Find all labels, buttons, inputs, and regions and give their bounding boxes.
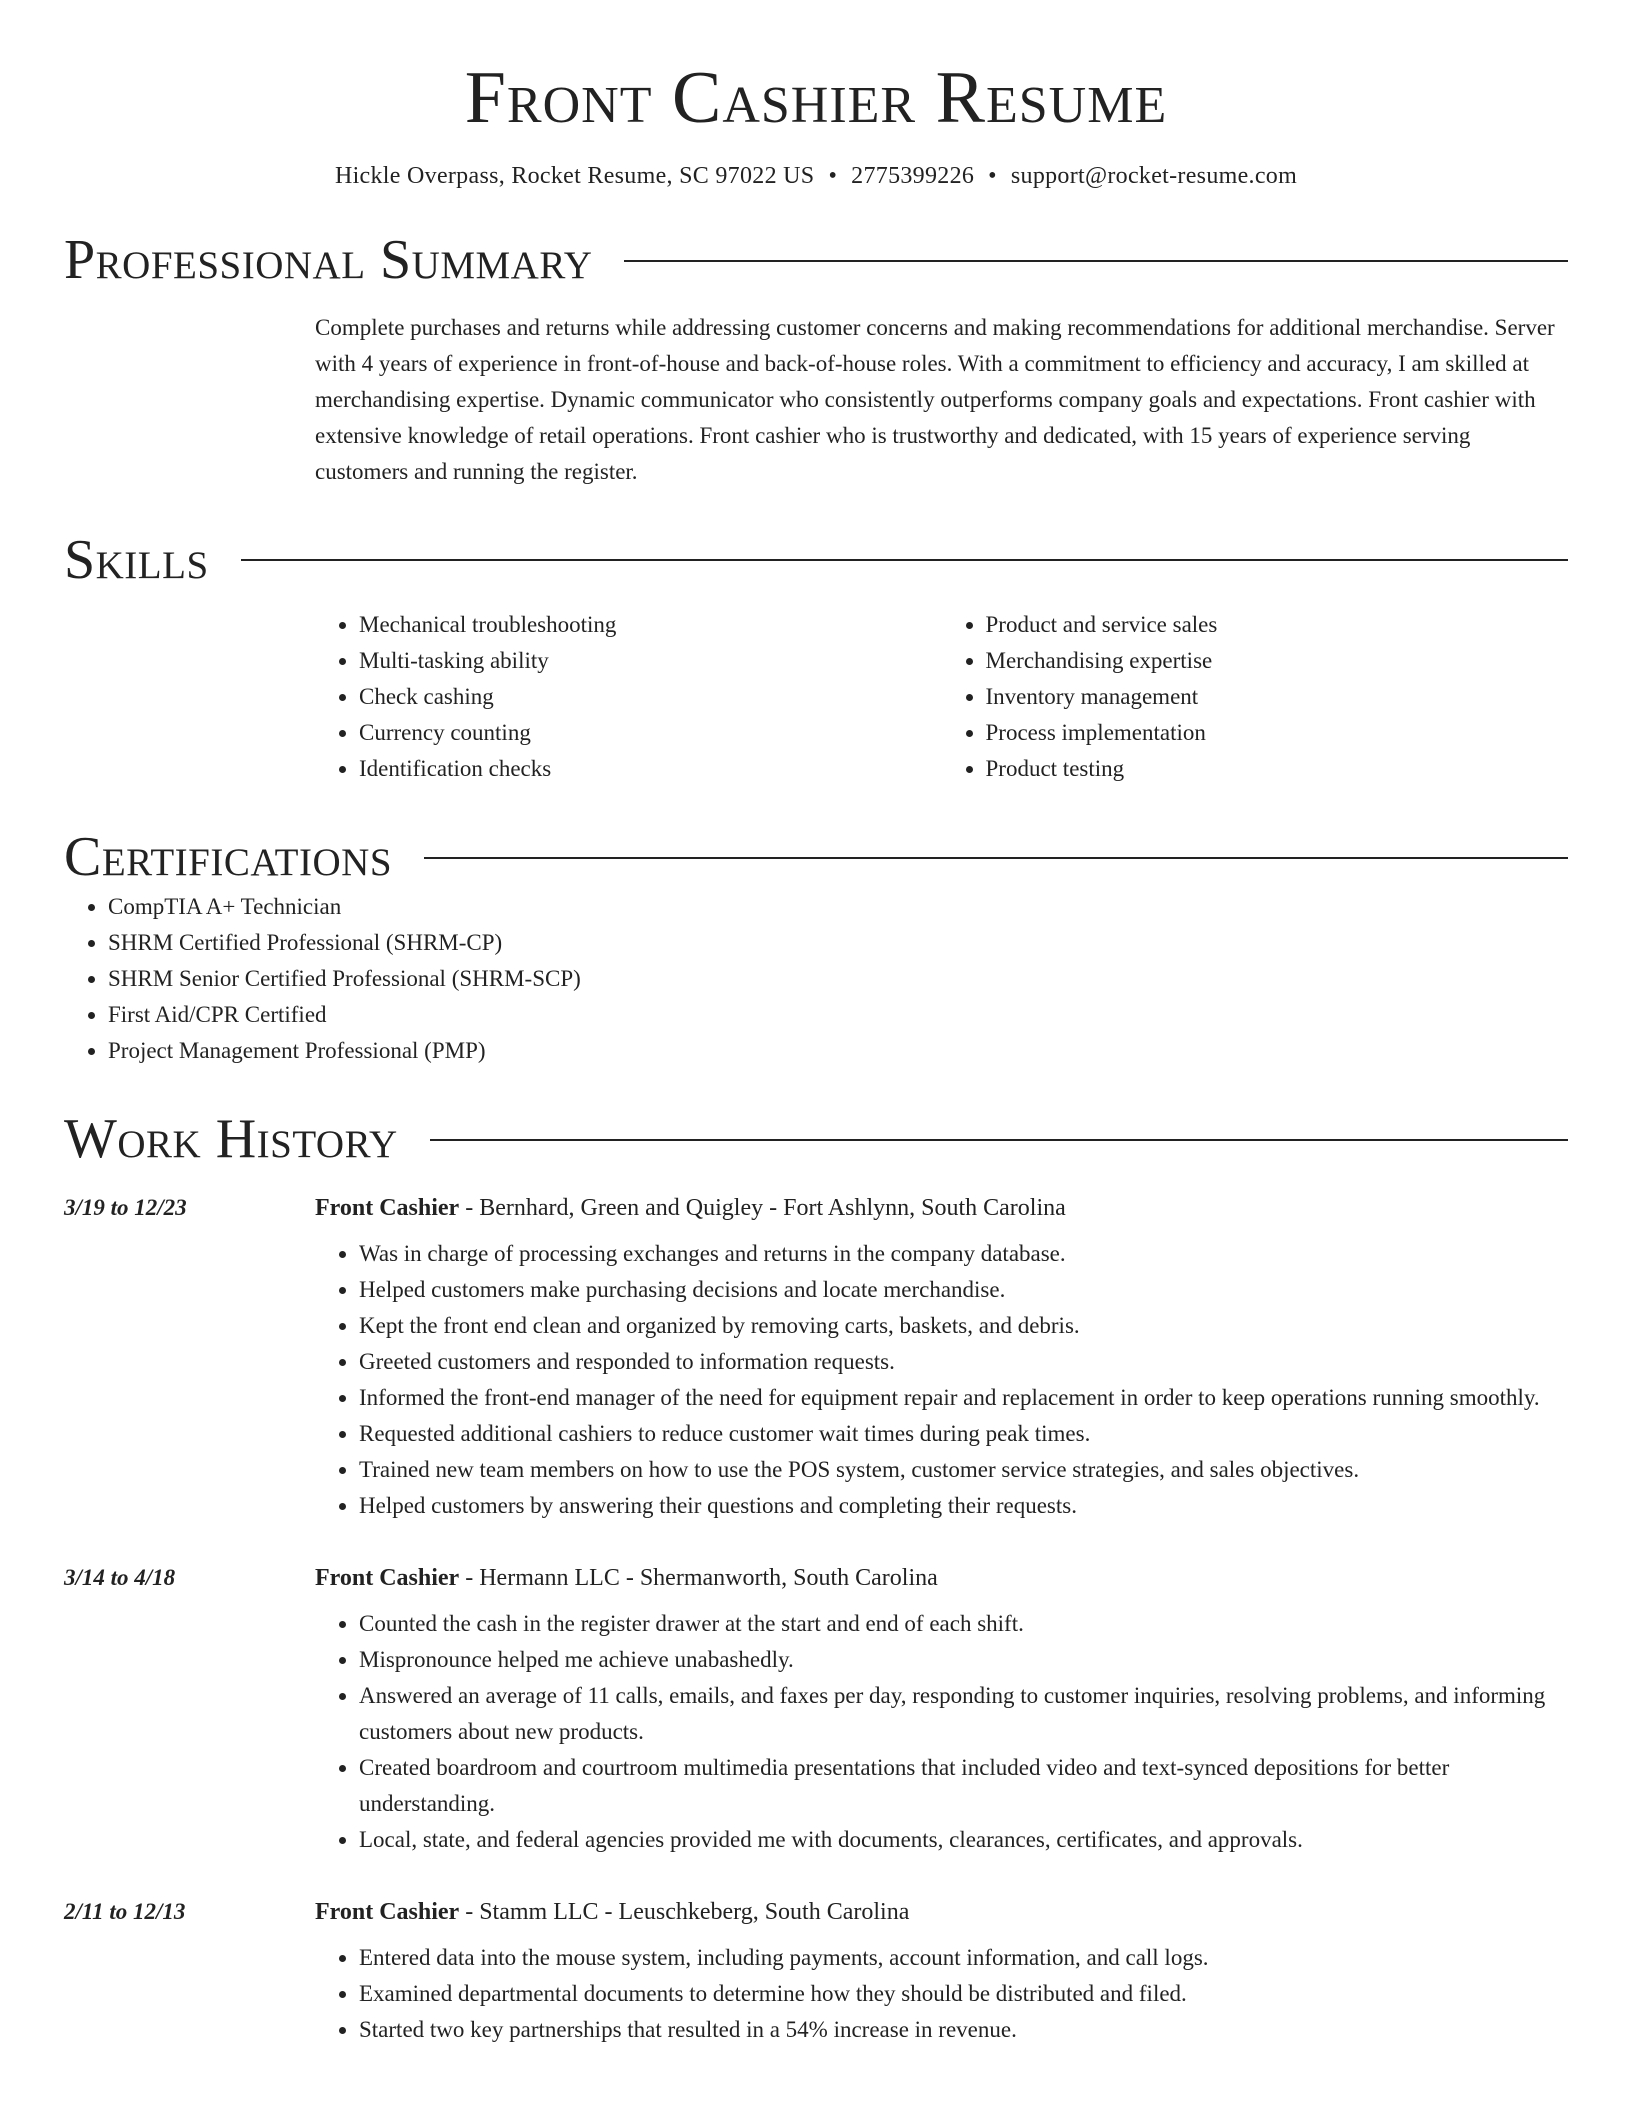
job-bullet: • Started two key partnerships that resulted in a 54% increase in revenue. (359, 2012, 1568, 2048)
job-bullets (315, 1606, 1568, 1858)
job-bullet: • Requested additional cashiers to reduce customer wait times during peak times. (359, 1416, 1568, 1452)
job-header (315, 1892, 1568, 1932)
certifications-heading: Certifications (64, 826, 393, 889)
job-dates: 2/11 to 12/13 (64, 1899, 186, 1925)
resume-title: Front Cashier Resume (464, 57, 1168, 139)
job-bullet: • Helped customers by answering their questions and completing their requests. (359, 1488, 1568, 1524)
job-header (315, 1188, 1568, 1228)
skill-item: • Inventory management (986, 679, 1569, 715)
skill-item: • Multi-tasking ability (359, 643, 942, 679)
job-dates: 3/19 to 12/23 (64, 1195, 187, 1221)
summary-text: Complete purchases and returns while addressing customer concerns and making recommendations for additional merchandise. Server with 4 years of experience in front-of-house and back-of-house roles. With a commitment to efficiency and accuracy, I am skilled at merchandising expertise. Dynamic communicator who consistently outperforms company goals and expectations. Front cashier with extensive knowledge of retail operations. Front cashier who is trustworthy and dedicated, with 15 years of experience serving customers and running the register. (315, 314, 1555, 484)
skill-item: • Mechanical troubleshooting (359, 607, 942, 643)
skill-item: • Merchandising expertise (986, 643, 1569, 679)
job-employer: - Hermann LLC - Shermanworth, South Carolina (459, 1565, 938, 1592)
certifications-section-header (64, 827, 1568, 889)
skill-item: • Product and service sales (986, 607, 1569, 643)
contact-line (64, 163, 1568, 190)
skills-heading: Skills (64, 528, 209, 591)
job-dates: 3/14 to 4/18 (64, 1565, 176, 1591)
job-entry (64, 1188, 1568, 1524)
skills-section-header (64, 530, 1568, 592)
certifications-list (64, 889, 1568, 1069)
contact-email[interactable]: support@rocket-resume.com (1010, 163, 1298, 190)
job-title: Front Cashier (315, 1195, 460, 1222)
contact-address: Hickle Overpass, Rocket Resume, SC 97022 US (334, 163, 815, 190)
job-bullet: • Mispronounce helped me achieve unabashedly. (359, 1642, 1568, 1678)
job-bullet: • Counted the cash in the register drawer at the start and end of each shift. (359, 1606, 1568, 1642)
job-bullet: • Local, state, and federal agencies provided me with documents, clearances, certificates, and approvals. (359, 1822, 1568, 1858)
job-bullets (315, 1940, 1568, 2048)
skill-item: • Identification checks (359, 751, 942, 787)
section-divider (624, 260, 1568, 262)
job-bullet: • Answered an average of 11 calls, emails, and faxes per day, responding to customer inquiries, resolving problems, and informing customers about new products. (359, 1678, 1568, 1750)
section-divider (424, 857, 1568, 859)
skills-column-right (942, 607, 1569, 787)
certification-item: • SHRM Certified Professional (SHRM-CP) (108, 925, 1568, 961)
section-divider (430, 1139, 1568, 1141)
summary-section-header (64, 230, 1568, 292)
job-bullet: • Helped customers make purchasing decisions and locate merchandise. (359, 1272, 1568, 1308)
summary-heading: Professional Summary (64, 229, 593, 292)
job-header (315, 1558, 1568, 1598)
certification-item: • First Aid/CPR Certified (108, 997, 1568, 1033)
certification-item: • Project Management Professional (PMP) (108, 1033, 1568, 1069)
job-bullet: • Was in charge of processing exchanges and returns in the company database. (359, 1236, 1568, 1272)
job-employer: - Bernhard, Green and Quigley - Fort Ashlynn, South Carolina (459, 1195, 1066, 1222)
job-entry (64, 1892, 1568, 2048)
work-history-heading: Work History (64, 1107, 398, 1170)
job-bullet: • Entered data into the mouse system, including payments, account information, and call logs. (359, 1940, 1568, 1976)
skill-item: • Check cashing (359, 679, 942, 715)
job-bullet: • Created boardroom and courtroom multimedia presentations that included video and text-synced depositions for better understanding. (359, 1750, 1568, 1822)
skill-item: • Process implementation (986, 715, 1569, 751)
skills-column-left (315, 607, 942, 787)
section-divider (241, 559, 1568, 561)
job-bullet: • Examined departmental documents to determine how they should be distributed and filed. (359, 1976, 1568, 2012)
contact-separator: • (988, 163, 997, 190)
contact-separator: • (828, 163, 838, 190)
job-employer: - Stamm LLC - Leuschkeberg, South Carolina (459, 1899, 910, 1926)
contact-phone: 2775399226 (851, 163, 975, 190)
skill-item: • Currency counting (359, 715, 942, 751)
skills-list (315, 607, 1568, 787)
job-entry (64, 1558, 1568, 1858)
job-bullet: • Greeted customers and responded to information requests. (359, 1344, 1568, 1380)
skill-item: • Product testing (986, 751, 1569, 787)
job-bullet: • Trained new team members on how to use the POS system, customer service strategies, and sales objectives. (359, 1452, 1568, 1488)
job-bullet: • Kept the front end clean and organized by removing carts, baskets, and debris. (359, 1308, 1568, 1344)
job-title: Front Cashier (315, 1899, 460, 1926)
work-history-section-header (64, 1109, 1568, 1171)
job-title: Front Cashier (315, 1565, 460, 1592)
certification-item: • CompTIA A+ Technician (108, 889, 1568, 925)
job-bullets (315, 1236, 1568, 1524)
certification-item: • SHRM Senior Certified Professional (SHRM-SCP) (108, 961, 1568, 997)
job-bullet: • Informed the front-end manager of the need for equipment repair and replacement in order to keep operations running smoothly. (359, 1380, 1568, 1416)
